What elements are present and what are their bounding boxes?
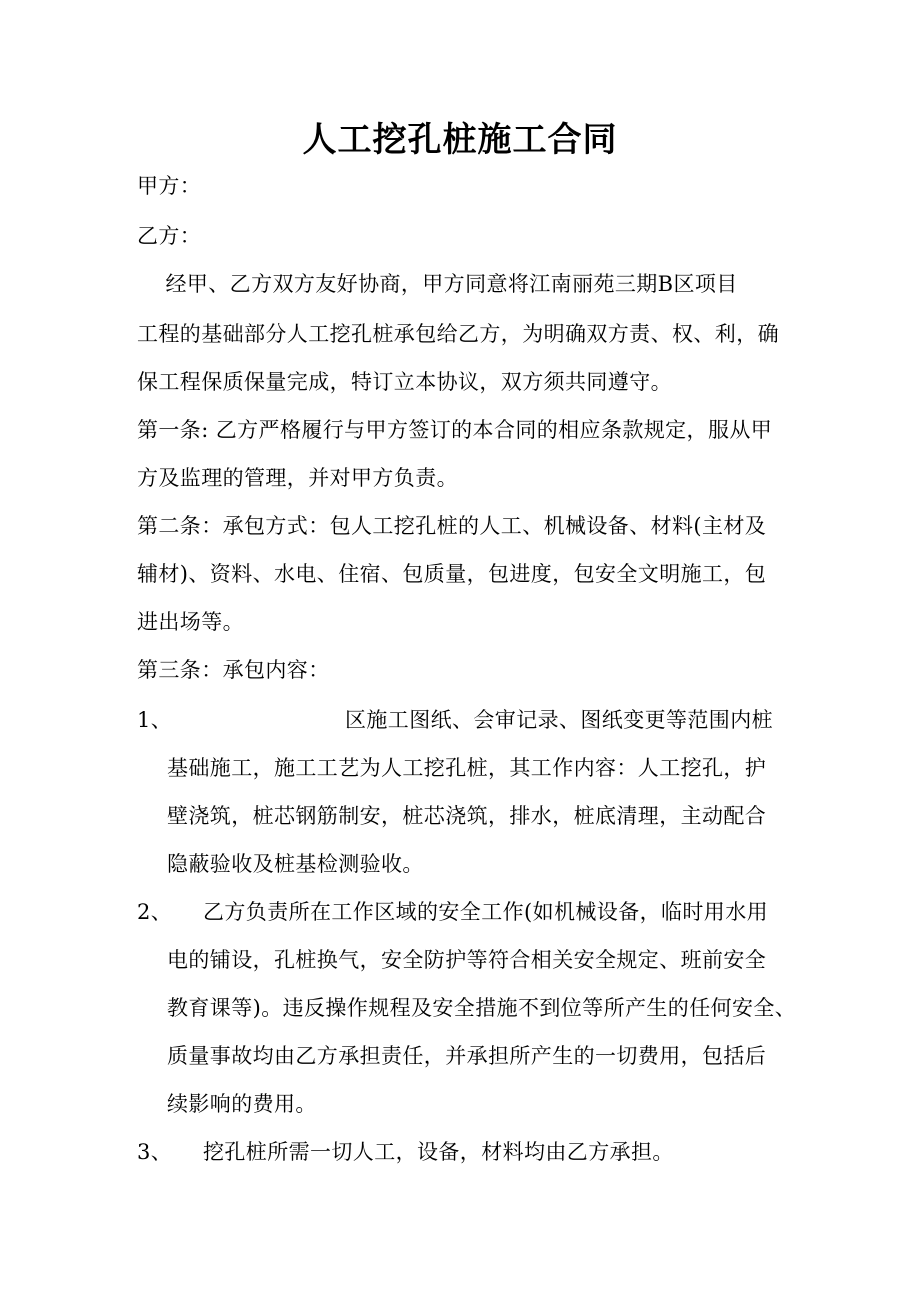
party-a-label: 甲方： [137, 174, 202, 198]
list-item-line: 教育课等)。违反操作规程及安全措施不到位等所产生的任何安全、 [167, 996, 797, 1020]
list-item-line: 壁浇筑，桩芯钢筋制安，桩芯浇筑，排水，桩底清理，主动配合 [167, 804, 767, 828]
intro-line: 经甲、乙方双方友好协商，甲方同意将江南丽苑三期B区项目 [137, 272, 738, 296]
intro-line: 工程的基础部分人工挖孔桩承包给乙方，为明确双方责、权、利，确 [137, 322, 779, 346]
list-item-number: 2、 [137, 900, 173, 924]
article-3-heading: 第三条：承包内容： [137, 658, 330, 682]
list-item-line: 挖孔桩所需一切人工，设备，材料均由乙方承担。 [203, 1140, 674, 1164]
list-item-line: 电的铺设，孔桩换气，安全防护等符合相关安全规定、班前安全 [167, 948, 767, 972]
list-item-line: 隐蔽验收及桩基检测验收。 [167, 852, 424, 876]
list-item-number: 1、 [137, 708, 173, 732]
list-item-line: 乙方负责所在工作区域的安全工作(如机械设备，临时用水用 [203, 900, 768, 924]
article-2-line: 进出场等。 [137, 610, 244, 634]
article-1-line: 方及监理的管理，并对甲方负责。 [137, 466, 458, 490]
party-b-label: 乙方： [137, 224, 202, 248]
list-item-line: 质量事故均由乙方承担责任，并承担所产生的一切费用，包括后 [167, 1044, 767, 1068]
article-1-line: 第一条: 乙方严格履行与甲方签订的本合同的相应条款规定，服从甲 [137, 418, 773, 442]
list-item-line: 基础施工，施工工艺为人工挖孔桩，其工作内容：人工挖孔，护 [167, 756, 767, 780]
article-2-line: 第二条：承包方式：包人工挖孔桩的人工、机械设备、材料(主材及 [137, 514, 767, 538]
list-item-line: 区施工图纸、会审记录、图纸变更等范围内桩 [345, 708, 773, 732]
page-title: 人工挖孔桩施工合同 [302, 120, 618, 160]
list-item-number: 3、 [137, 1140, 173, 1164]
article-2-line: 辅材)、资料、水电、住宿、包质量，包进度，包安全文明施工，包 [137, 562, 767, 586]
intro-line: 保工程保质保量完成，特订立本协议，双方须共同遵守。 [137, 370, 672, 394]
list-item-line: 续影响的费用。 [167, 1092, 317, 1116]
